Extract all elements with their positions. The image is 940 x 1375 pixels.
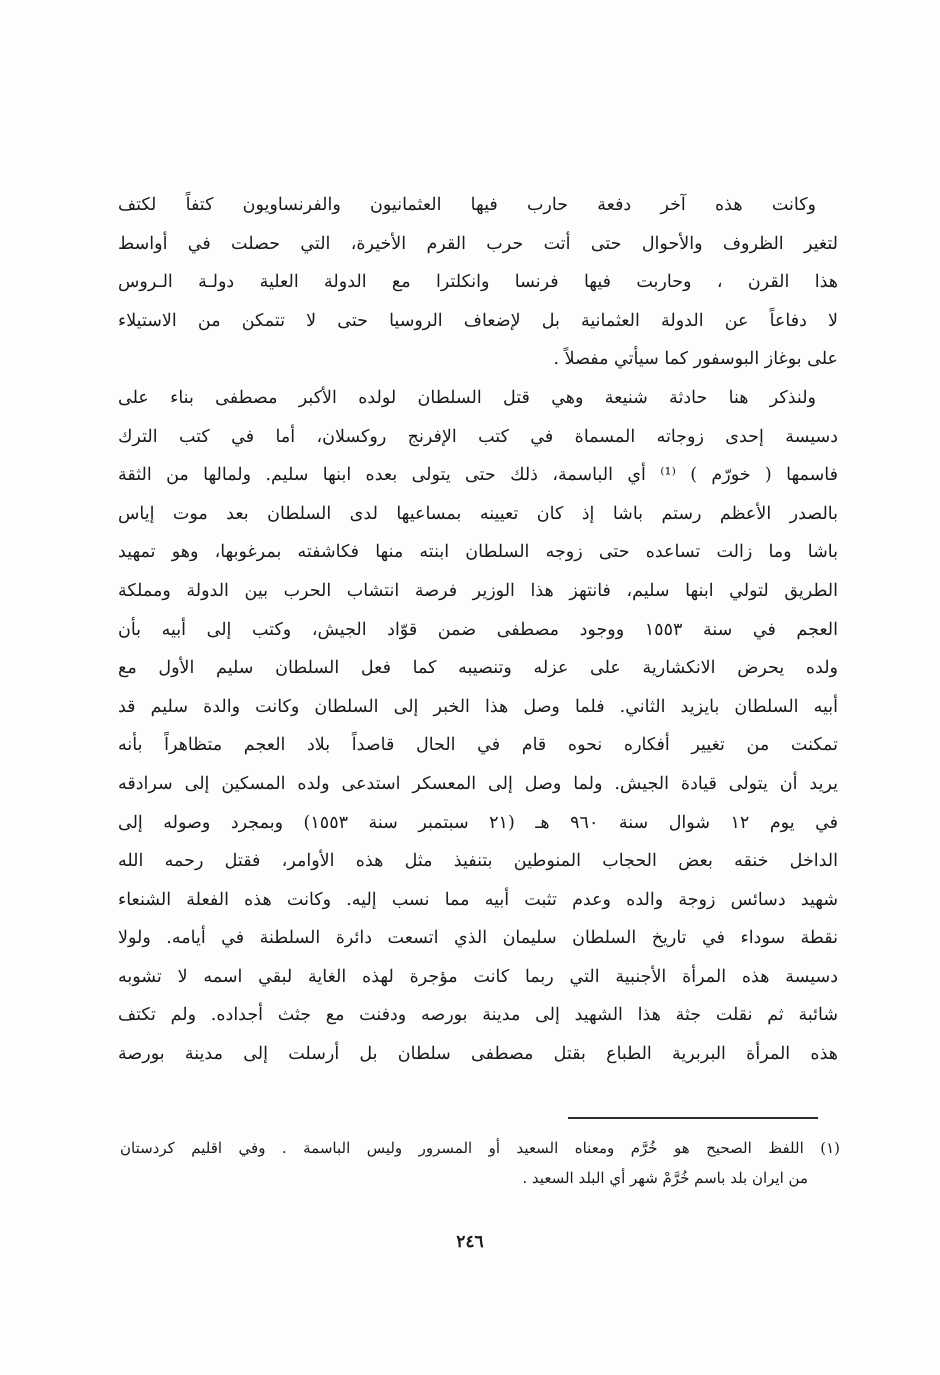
text-line: شائبة ثم نقلت جثة هذا الشهيد إلى مدينة بورصه ودفنت مع جثث أجداده. ولم تكتف [118, 1005, 838, 1026]
page-number: ٢٤٦ [456, 1232, 484, 1252]
text-line: الداخل خنقه بعض الحجاب المنوطين بتنفيذ مثل هذه الأوامر، فقتل رحمه الله [118, 851, 838, 872]
text-line: نقطة سوداء في تاريخ السلطان سليمان الذي اتسعت دائرة السلطنة في أيامه. ولولا [118, 928, 838, 949]
text-line: بالصدر الأعظم رستم باشا إذ كان تعيينه بمساعيها لدى السلطان بعد موت إياس [118, 503, 838, 524]
text-line: دسيسة إحدى زوجاته المسماة في كتب الإفرنج روكسلان، أما في كتب الترك [118, 426, 838, 447]
footnote-line: (١) اللفظ الصحيح هو خُرَّم ومعناه السعيد أو المسرور وليس الباسمة . وفي اقليم كردستان [120, 1139, 840, 1157]
text-line: شهيد دسائس زوجة والده وعدم تثبت أبيه مما نسب إليه. وكانت هذه الفعلة الشنعاء [118, 889, 838, 910]
text-line: على بوغاز البوسفور كما سيأتي مفصلاً . [553, 349, 838, 370]
footnote-divider [568, 1117, 818, 1119]
text-line: في يوم ١٢ شوال سنة ٩٦٠ هـ (٢١ سبتمبر سنة ١٥٥٣) وبمجرد وصوله إلى [118, 812, 838, 833]
text-line: هذا القرن ، وحاربت فيها فرنسا وانكلترا مع الدولة العلية دولـة الـروس [118, 272, 838, 293]
text-line: فاسمها ( خورّم ) ⁽¹⁾ أي الباسمة، ذلك حتى يتولى بعده ابنها سليم. ولمالها من الثقة [118, 465, 838, 486]
text-line: تمكنت من تغيير أفكاره نحوه قام في الحال قاصداً بلاد العجم متظاهراً بأنه [118, 735, 838, 756]
body-text [118, 186, 838, 1074]
text-line: الطريق لتولي ابنها سليم، فانتهز هذا الوزير فرصة انتشاب الحرب بين الدولة ومملكة [118, 580, 838, 601]
text-line: باشا وما زالت تساعده حتى زوجه السلطان ابنته منها فكاشفته بمرغوبها، وهو تمهيد [118, 542, 838, 563]
text-line: أبيه السلطان بايزيد الثاني. فلما وصل هذا الخبر إلى السلطان وكانت والدة سليم قد [118, 696, 838, 717]
text-line: لا دفاعاً عن الدولة العثمانية بل لإضعاف الروسيا حتى لا تتمكن من الاستيلاء [118, 310, 838, 331]
footnote-line: من ايران بلد باسم خُرَّمْ شهر أي البلد السعيد . [522, 1169, 808, 1187]
text-line: ولده يحرض الانكشارية على عزله وتنصيبه كما فعل السلطان سليم الأول مع [118, 658, 838, 679]
text-line: هذه المرأة البربرية الطباع بقتل مصطفى سلطان بل أرسلت إلى مدينة بورصة [118, 1044, 838, 1065]
text-line: يريد أن يتولى قيادة الجيش. ولما وصل إلى المعسكر استدعى ولده المسكين إلى سرادقه [118, 773, 838, 794]
text-line: لتغير الظروف والأحوال حتى أتت حرب القرم الأخيرة، التي حصلت في أواسط [118, 233, 838, 254]
text-line: وكانت هذه آخر دفعة حارب فيها العثمانيون والفرنساويون كتفاً لكتف [118, 195, 816, 215]
text-line: ولنذكر هنا حادثة شنيعة وهي قتل السلطان لولده الأكبر مصطفى بناء على [118, 387, 816, 408]
footnote [120, 1133, 840, 1193]
text-line: دسيسة هذه المرأة الأجنبية التي ربما كانت مؤجرة لهذه الغاية لبقي اسمه لا تشوبه [118, 966, 838, 987]
text-line: العجم في سنة ١٥٥٣ ووجود مصطفى ضمن قوّاد الجيش، وكتب إلى أبيه بأن [118, 619, 838, 640]
